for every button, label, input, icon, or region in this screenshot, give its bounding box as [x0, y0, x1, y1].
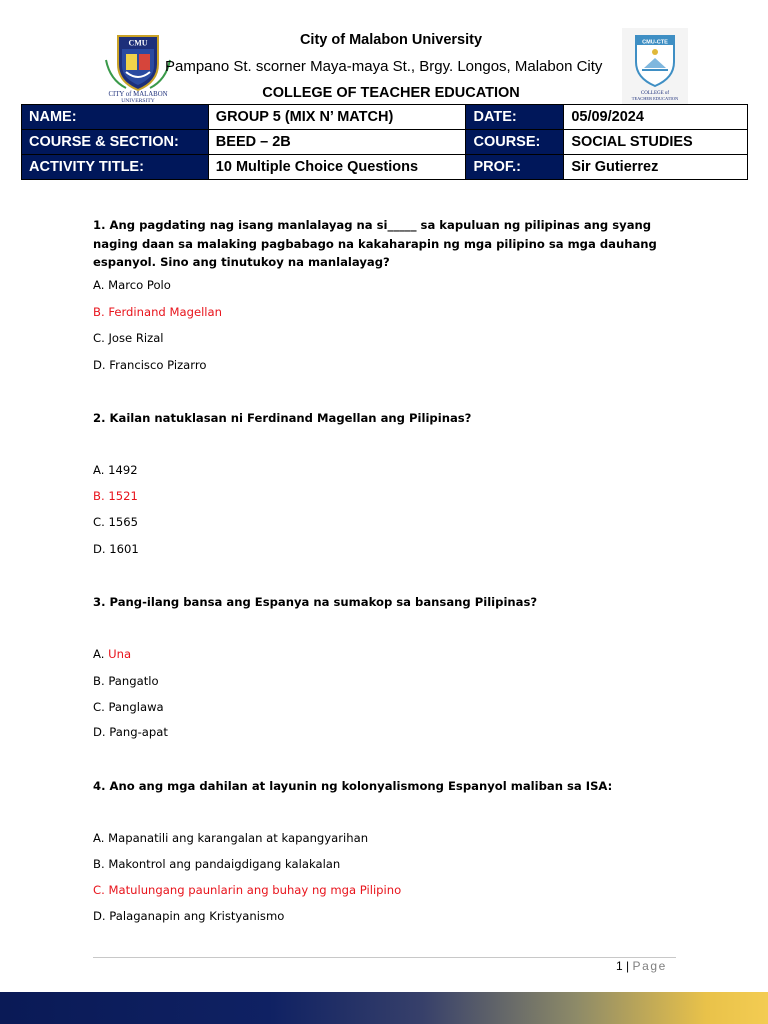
q3-option-a: [93, 647, 131, 661]
svg-text:COLLEGE of: COLLEGE of: [640, 91, 670, 96]
q2-option-c: C. 1565: [93, 515, 138, 529]
q3-option-c: C. Panglawa: [93, 700, 164, 714]
question-3: 3. Pang-ilang bansa ang Espanya na sumakop sa bansang Pilipinas?: [93, 595, 538, 609]
course-section-value: BEED – 2B: [208, 130, 466, 155]
course-value: SOCIAL STUDIES: [564, 130, 748, 155]
activity-title-label: ACTIVITY TITLE:: [22, 155, 209, 180]
question-2: 2. Kailan natuklasan ni Ferdinand Magellan ang Pilipinas?: [93, 411, 472, 425]
date-label: DATE:: [466, 105, 564, 130]
footer-divider: [93, 957, 676, 958]
info-row-course-section: [22, 130, 748, 155]
info-row-name: [22, 105, 748, 130]
university-name: City of Malabon University: [299, 32, 483, 48]
q2-option-b-answer: B. 1521: [93, 489, 138, 503]
page-label: Page: [632, 959, 667, 973]
course-label: COURSE:: [466, 130, 564, 155]
q4-option-c-answer: C. Matulungang paunlarin ang buhay ng mga Pilipino: [93, 883, 402, 897]
q2-option-d: D. 1601: [93, 542, 139, 556]
student-info-table: [21, 104, 748, 180]
activity-title-value: 10 Multiple Choice Questions: [208, 155, 466, 180]
svg-text:CITY of MALABON: CITY of MALABON: [108, 91, 168, 98]
q3-option-a-answer: Una: [108, 647, 132, 661]
document-header: [0, 0, 768, 105]
svg-text:CMU-CTE: CMU-CTE: [642, 39, 668, 46]
q1-option-c: C. Jose Rizal: [93, 331, 164, 345]
question-1: 1. Ang pagdating nag isang manlalayag na si_____ sa kapuluan ng pilipinas ang syang naging daan sa malaking pagbabago na kakaharapin ng mga pilipino sa mga dauhang espanyol. Sino ang tinutukoy na manlalayag?: [93, 218, 657, 269]
q1-option-d: D. Francisco Pizarro: [93, 358, 207, 372]
footer-color-bar: [0, 992, 768, 1024]
q4-option-a: A. Mapanatili ang karangalan at kapangyarihan: [93, 831, 369, 845]
college-name: COLLEGE OF TEACHER EDUCATION: [262, 85, 520, 101]
prof-value: Sir Gutierrez: [564, 155, 748, 180]
date-value: 05/09/2024: [564, 105, 748, 130]
course-section-label: COURSE & SECTION:: [22, 130, 209, 155]
prof-label: PROF.:: [466, 155, 564, 180]
info-row-activity: [22, 155, 748, 180]
svg-text:CMU: CMU: [128, 38, 148, 48]
name-value: GROUP 5 (MIX N’ MATCH): [208, 105, 466, 130]
q1-option-b-answer: B. Ferdinand Magellan: [93, 305, 222, 319]
name-label: NAME:: [22, 105, 209, 130]
question-4: 4. Ano ang mga dahilan at layunin ng kolonyalismong Espanyol maliban sa ISA:: [93, 779, 613, 793]
page-number-value: 1: [616, 959, 623, 973]
q4-option-b: B. Makontrol ang pandaigdigang kalakalan: [93, 857, 341, 871]
svg-text:UNIVERSITY: UNIVERSITY: [121, 98, 155, 104]
q3-option-d: D. Pang-apat: [93, 725, 168, 739]
q1-option-a: A. Marco Polo: [93, 278, 171, 292]
svg-text:TEACHER EDUCATION: TEACHER EDUCATION: [631, 96, 679, 101]
q3-option-b: B. Pangatlo: [93, 674, 159, 688]
university-address: Pampano St. scorner Maya-maya St., Brgy. Longos, Malabon City: [165, 58, 603, 75]
q3-option-a-prefix: A.: [93, 647, 109, 661]
cte-logo-icon: [622, 28, 688, 104]
page-number-separator: |: [622, 959, 633, 973]
q4-option-d: D. Palaganapin ang Kristyanismo: [93, 909, 285, 923]
q2-option-a: A. 1492: [93, 463, 138, 477]
page-number: [616, 959, 667, 973]
